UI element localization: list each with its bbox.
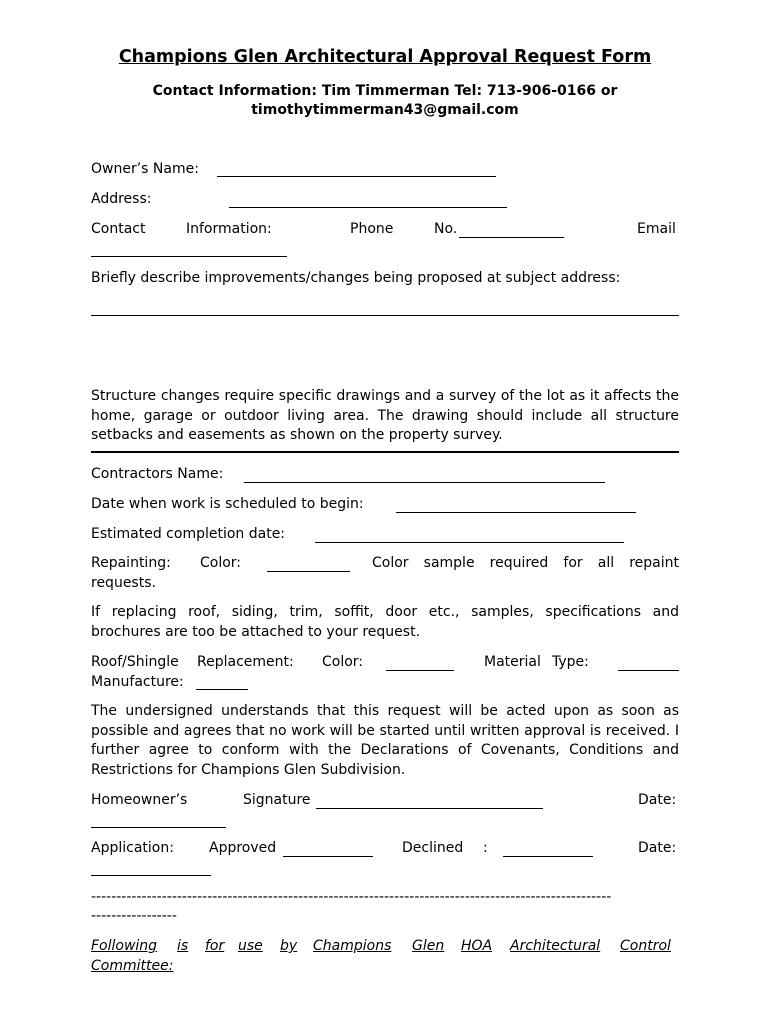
repaint-color-field[interactable] — [267, 571, 350, 572]
completion-date-label: Estimated completion date: — [91, 526, 286, 542]
signature-field[interactable] — [316, 808, 543, 809]
phone-field[interactable] — [459, 237, 564, 238]
owner-name-field[interactable] — [217, 176, 496, 177]
roof-shingle-word: Roof/Shingle — [91, 654, 179, 670]
dash-separator-line-2: ----------------- — [91, 908, 177, 924]
structure-paragraph: Structure changes require specific drawings and a survey of the lot as it affects the home, garage or outdoor living area. The drawing should include all structure setbacks and easements as shown on the property survey. — [91, 388, 679, 443]
phone-no-label: No. — [434, 221, 458, 237]
address-field[interactable] — [229, 207, 507, 208]
is-word: is — [177, 938, 189, 954]
roof-color-label: Color: — [322, 654, 364, 670]
owner-name-label: Owner’s Name: — [91, 161, 199, 177]
undersigned-paragraph: The undersigned understands that this request will be acted upon as soon as possible and agrees that no work will be started until written approval is received. I further agree to conform with the Declarations of Covenants, Conditions and Restrictions for Champions Glen Subdivision. — [91, 703, 679, 778]
repaint-color-label: Color: — [200, 555, 242, 571]
signature-label: Signature — [243, 792, 311, 808]
use-word: use — [238, 938, 263, 954]
date-begin-label: Date when work is scheduled to begin: — [91, 496, 364, 512]
roof-color-field[interactable] — [386, 670, 454, 671]
color-sample-note: Color sample required for all repaint — [372, 555, 679, 571]
application-label: Application: — [91, 840, 174, 856]
homeowners-word: Homeowner’s — [91, 792, 188, 808]
email-field[interactable] — [91, 256, 287, 257]
glen-word: Glen — [412, 938, 445, 954]
declined-label: Declined — [402, 840, 464, 856]
dash-separator-line-1: ------------------------------------------------------------------------------------------------------- — [91, 889, 612, 905]
repainting-label: Repainting: — [91, 555, 171, 571]
replacing-paragraph: If replacing roof, siding, trim, soffit, door etc., samples, specifications and brochures are too be attached to your request. — [91, 604, 679, 640]
following-word: Following — [91, 938, 158, 954]
signature-date-field[interactable] — [91, 827, 226, 828]
repaint-requests-text: requests. — [91, 575, 156, 591]
form-title: Champions Glen Architectural Approval Request Form — [118, 47, 652, 67]
approved-field[interactable] — [283, 856, 373, 857]
champions-word: Champions — [313, 938, 392, 954]
material-type-label: Type: — [552, 654, 589, 670]
signature-date-label: Date: — [638, 792, 677, 808]
information-word: Information: — [186, 221, 272, 237]
application-date-label: Date: — [638, 840, 677, 856]
application-date-field[interactable] — [91, 875, 211, 876]
phone-word: Phone — [350, 221, 394, 237]
section-divider — [91, 451, 679, 453]
hoa-word: HOA — [461, 938, 493, 954]
address-label: Address: — [91, 191, 152, 207]
contact-information — [120, 82, 650, 120]
committee-word: Committee: — [91, 958, 174, 974]
email-label: Email — [637, 221, 676, 237]
describe-field[interactable] — [91, 315, 679, 316]
material-type-field[interactable] — [618, 670, 679, 671]
for-word: for — [205, 938, 225, 954]
contact-line-1: Contact Information: Tim Timmerman Tel: 713-906-0166 or — [152, 83, 618, 99]
manufacture-label: Manufacture: — [91, 674, 184, 690]
replacement-word: Replacement: — [197, 654, 294, 670]
architectural-word: Architectural — [510, 938, 601, 954]
material-word: Material — [484, 654, 541, 670]
approved-label: Approved — [209, 840, 277, 856]
declined-field[interactable] — [503, 856, 593, 857]
contractors-name-label: Contractors Name: — [91, 466, 224, 482]
contact-word: Contact — [91, 221, 146, 237]
by-word: by — [280, 938, 298, 954]
contractors-name-field[interactable] — [244, 482, 605, 483]
declined-colon: : — [483, 840, 488, 856]
completion-date-field[interactable] — [315, 542, 624, 543]
manufacture-field[interactable] — [196, 689, 248, 690]
describe-label: Briefly describe improvements/changes being proposed at subject address: — [91, 270, 621, 286]
date-begin-field[interactable] — [396, 512, 636, 513]
control-word: Control — [620, 938, 671, 954]
contact-email: timothytimmerman43@gmail.com — [251, 102, 519, 118]
